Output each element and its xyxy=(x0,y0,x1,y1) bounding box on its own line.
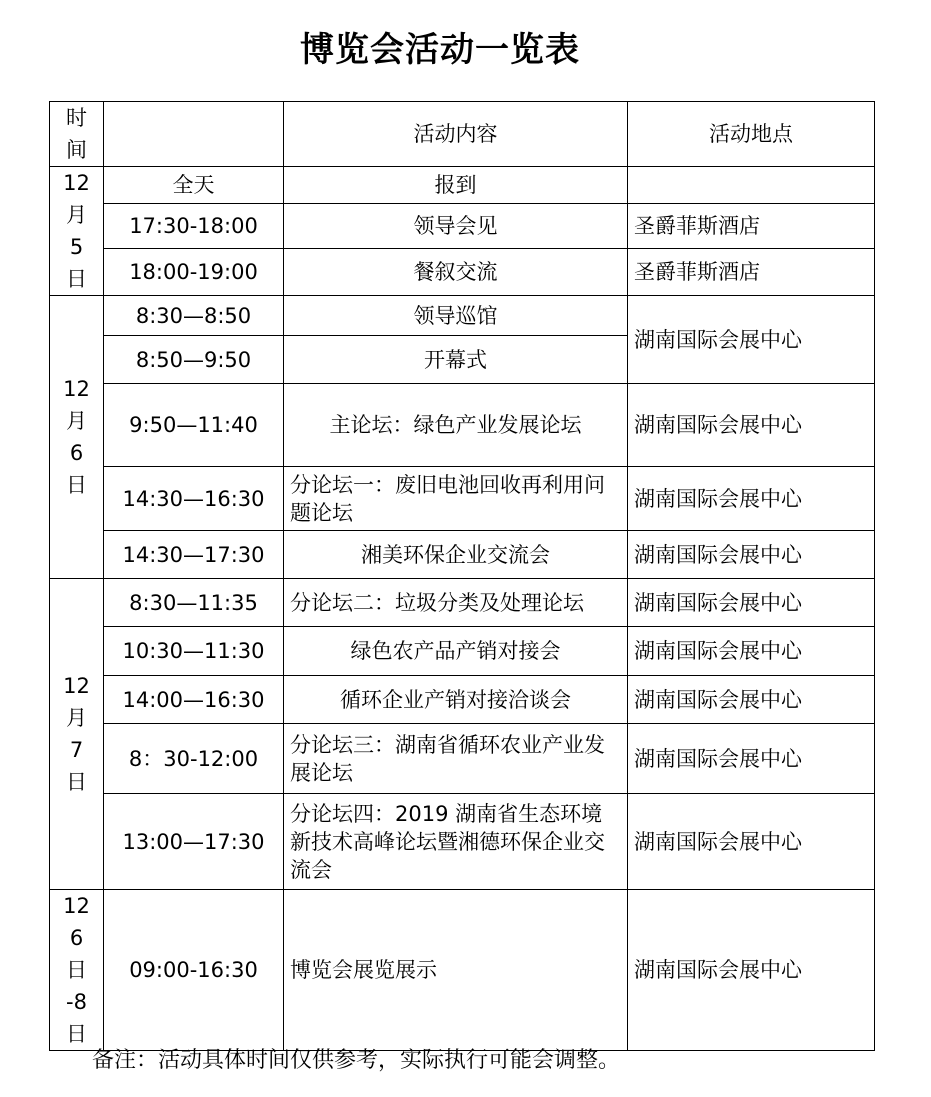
time-cell: 14:00—16:30 xyxy=(104,676,284,724)
date-char: 月 xyxy=(66,409,87,433)
page-title: 博览会活动一览表 xyxy=(300,30,580,70)
time-cell: 9:50—11:40 xyxy=(104,384,284,467)
table-row xyxy=(50,579,875,627)
date-char: 12 xyxy=(63,894,90,918)
date-char: 6 xyxy=(69,441,84,465)
table-row xyxy=(50,627,875,676)
content-cell: 主论坛：绿色产业发展论坛 xyxy=(284,384,628,467)
header-location: 活动地点 xyxy=(628,102,875,167)
header-content: 活动内容 xyxy=(284,102,628,167)
time-cell: 13:00—17:30 xyxy=(104,794,284,890)
table-row xyxy=(50,467,875,531)
time-cell: 8:30—8:50 xyxy=(104,296,284,336)
time-cell: 18:00-19:00 xyxy=(104,248,284,295)
location-cell: 湖南国际会展中心 xyxy=(628,467,875,531)
content-cell: 循环企业产销对接洽谈会 xyxy=(284,676,628,724)
date-char: 日 xyxy=(66,473,87,497)
content-cell: 分论坛三：湖南省循环农业产业发展论坛 xyxy=(284,724,628,794)
content-cell: 餐叙交流 xyxy=(284,248,628,295)
time-cell: 8:30—11:35 xyxy=(104,579,284,627)
header-time xyxy=(104,102,284,167)
content-cell: 分论坛一：废旧电池回收再利用问题论坛 xyxy=(284,467,628,531)
location-cell: 湖南国际会展中心 xyxy=(628,531,875,579)
date-char: 5 xyxy=(69,235,84,259)
table-row xyxy=(50,248,875,295)
header-row xyxy=(50,102,875,167)
location-cell: 湖南国际会展中心 xyxy=(628,794,875,890)
table-row xyxy=(50,676,875,724)
date-cell-dec6-8 xyxy=(50,890,104,1051)
location-cell: 湖南国际会展中心 xyxy=(628,676,875,724)
date-char: 12 xyxy=(63,674,90,698)
date-char: 6 xyxy=(69,926,84,950)
date-char: 月 xyxy=(66,203,87,227)
date-char: 7 xyxy=(69,738,84,762)
time-cell: 14:30—17:30 xyxy=(104,531,284,579)
date-char: 12 xyxy=(63,171,90,195)
location-cell: 湖南国际会展中心 xyxy=(628,384,875,467)
time-cell: 17:30-18:00 xyxy=(104,204,284,248)
location-cell: 圣爵菲斯酒店 xyxy=(628,204,875,248)
location-cell: 湖南国际会展中心 xyxy=(628,579,875,627)
time-cell: 14:30—16:30 xyxy=(104,467,284,531)
header-date xyxy=(50,102,104,167)
date-cell-dec6 xyxy=(50,296,104,579)
content-cell: 分论坛四：2019 湖南省生态环境新技术高峰论坛暨湘德环保企业交流会 xyxy=(284,794,628,890)
date-char: 日 xyxy=(66,770,87,794)
table-row xyxy=(50,167,875,204)
content-cell: 湘美环保企业交流会 xyxy=(284,531,628,579)
footnote: 备注：活动具体时间仅供参考，实际执行可能会调整。 xyxy=(92,1048,621,1073)
location-cell: 圣爵菲斯酒店 xyxy=(628,248,875,295)
table-row xyxy=(50,296,875,336)
location-cell: 湖南国际会展中心 xyxy=(628,724,875,794)
date-char: -8 xyxy=(66,990,87,1014)
content-cell: 报到 xyxy=(284,167,628,204)
content-cell: 分论坛二：垃圾分类及处理论坛 xyxy=(284,579,628,627)
time-cell: 10:30—11:30 xyxy=(104,627,284,676)
location-cell: 湖南国际会展中心 xyxy=(628,890,875,1051)
date-char: 日 xyxy=(66,1022,87,1046)
table-row xyxy=(50,204,875,248)
content-cell: 博览会展览展示 xyxy=(284,890,628,1051)
time-cell: 09:00-16:30 xyxy=(104,890,284,1051)
content-cell: 开幕式 xyxy=(284,336,628,384)
header-date-char: 时 xyxy=(66,106,87,130)
location-cell: 湖南国际会展中心 xyxy=(628,627,875,676)
schedule-table xyxy=(49,101,875,1051)
table-row xyxy=(50,724,875,794)
table-row xyxy=(50,384,875,467)
date-cell-dec7 xyxy=(50,579,104,890)
table-row xyxy=(50,794,875,890)
header-date-char: 间 xyxy=(66,138,87,162)
date-cell-dec5 xyxy=(50,167,104,296)
table-row xyxy=(50,531,875,579)
time-cell: 8:50—9:50 xyxy=(104,336,284,384)
content-cell: 领导巡馆 xyxy=(284,296,628,336)
date-char: 日 xyxy=(66,267,87,291)
time-cell: 全天 xyxy=(104,167,284,204)
location-cell xyxy=(628,167,875,204)
table-row xyxy=(50,890,875,1051)
time-cell: 8：30-12:00 xyxy=(104,724,284,794)
content-cell: 绿色农产品产销对接会 xyxy=(284,627,628,676)
date-char: 12 xyxy=(63,377,90,401)
location-cell: 湖南国际会展中心 xyxy=(628,296,875,384)
date-char: 月 xyxy=(66,706,87,730)
content-cell: 领导会见 xyxy=(284,204,628,248)
date-char: 日 xyxy=(66,958,87,982)
